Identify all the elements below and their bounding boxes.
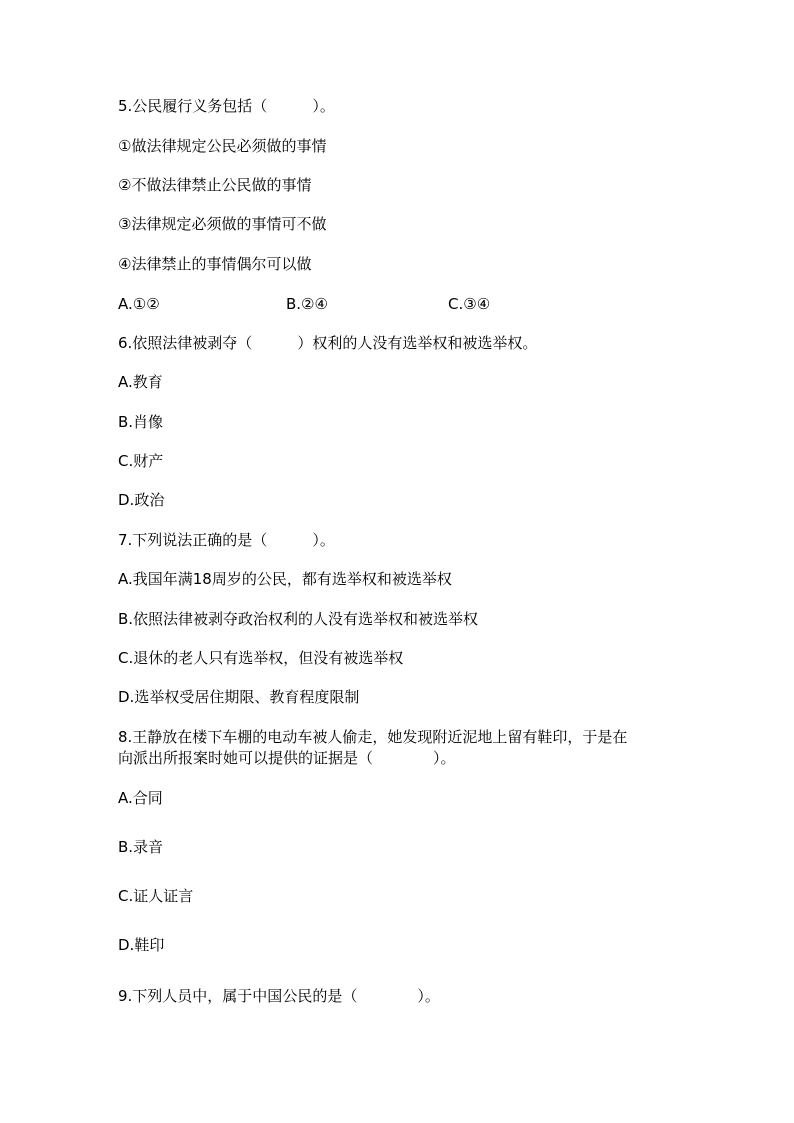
question-5-option-b[interactable]: B.②④ (286, 295, 328, 313)
question-5-options (118, 294, 678, 314)
question-7-stem: 7.下列说法正确的是（ ）。 (118, 531, 335, 549)
question-5-stem: 5.公民履行义务包括（ ）。 (118, 97, 335, 115)
question-9-stem: 9.下列人员中，属于中国公民的是（ ）。 (118, 987, 440, 1005)
question-6-option-c[interactable]: C.财产 (118, 452, 164, 470)
question-5-item-1: ①做法律规定公民必须做的事情 (118, 137, 327, 155)
question-8-option-c[interactable]: C.证人证言 (118, 887, 194, 905)
question-5-item-3: ③法律规定必须做的事情可不做 (118, 215, 327, 233)
question-6-option-d[interactable]: D.政治 (118, 491, 165, 509)
question-6-stem: 6.依照法律被剥夺（ ）权利的人没有选举权和被选举权。 (118, 334, 538, 352)
question-5-option-c[interactable]: C.③④ (448, 295, 491, 313)
question-8-option-a[interactable]: A.合同 (118, 789, 163, 807)
question-7-option-d[interactable]: D.选举权受居住期限、教育程度限制 (118, 688, 360, 706)
question-5-item-2: ②不做法律禁止公民做的事情 (118, 176, 312, 194)
question-7-option-b[interactable]: B.依照法律被剥夺政治权利的人没有选举权和被选举权 (118, 610, 479, 628)
question-8-stem-line-2: 向派出所报案时她可以提供的证据是（ ）。 (118, 749, 456, 767)
question-6-option-a[interactable]: A.教育 (118, 373, 163, 391)
question-7-option-c[interactable]: C.退休的老人只有选举权，但没有被选举权 (118, 649, 404, 667)
question-7-option-a[interactable]: A.我国年满18周岁的公民，都有选举权和被选举权 (118, 570, 452, 588)
question-6-option-b[interactable]: B.肖像 (118, 413, 164, 431)
question-5-option-a[interactable]: A.①② (118, 295, 160, 313)
question-8-stem-line-1: 8.王静放在楼下车棚的电动车被人偷走，她发现附近泥地上留有鞋印，于是在 (118, 728, 628, 746)
question-8-option-b[interactable]: B.录音 (118, 838, 164, 856)
question-5-item-4: ④法律禁止的事情偶尔可以做 (118, 255, 312, 273)
question-8-option-d[interactable]: D.鞋印 (118, 936, 165, 954)
